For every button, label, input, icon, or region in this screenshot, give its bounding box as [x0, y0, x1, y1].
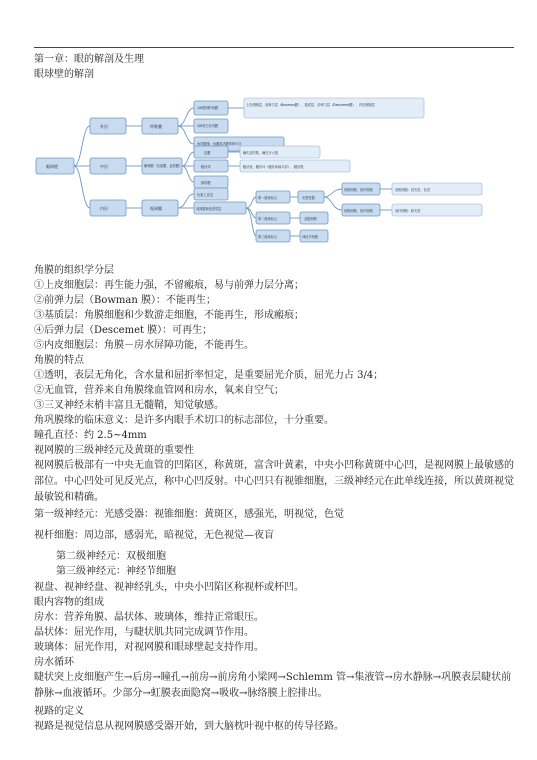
node-ganglion-label: 神经节细胞 — [302, 235, 318, 239]
node-rod-desc-label: 视杆细胞：暗光觉 — [395, 209, 421, 213]
node-ciliary-desc-label: 睫状冠、睫状环（睫状体扁平部）、睫状肌 — [243, 165, 304, 169]
node-outer-layer — [90, 118, 126, 134]
node-iris-desc-label: 瞳孔括约肌、瞳孔开大肌 — [243, 151, 279, 155]
node-cone-desc-label: 视锥细胞：昼光觉、色觉 — [395, 188, 431, 192]
node-retina-label: 视网膜 — [150, 206, 162, 211]
text-line: 第二级神经元：双极细胞 — [56, 551, 166, 562]
node-second-neuron-label: 第二级神经元 — [258, 217, 278, 221]
node-choroid-label: 脉络膜 — [201, 181, 211, 185]
node-fibrous-tunic-label: 纤维膜 — [150, 124, 162, 129]
text-line: 视盘、视神经盘、视神经乳头，中央小凹陷区称视杯或杯凹。 — [34, 582, 304, 593]
text-line: 房水：营养角膜、晶状体、玻璃体，维持正常眼压。 — [34, 612, 264, 623]
node-cornea-label: 1/6透明的角膜 — [197, 106, 219, 110]
text-line: 角膜的组织学分层 — [34, 265, 114, 276]
node-uvea-label: 葡萄膜（色素膜、血管膜） — [144, 164, 183, 168]
aqueous-paragraph: 睫状突上皮细胞产生→后房→瞳孔→前房→前房角小梁网→Schlemm 管→集液管→房水静脉→巩膜表层睫状前静脉→血液循环。少部分→虹膜表面隐窝→吸收→脉络膜上腔排出。 — [34, 672, 512, 699]
chapter-title: 第一章：眼的解剖及生理 — [34, 54, 144, 65]
text-line: ②前弹力层（Bowman 膜）：不能再生； — [34, 295, 216, 306]
node-neurosensory-label: 视网膜神经感觉层 — [196, 207, 222, 211]
text-line: 第一级神经元：光感受器：视锥细胞：黄斑区，感强光，明视觉，色觉 — [34, 509, 344, 520]
text-line: 晶状体：屈光作用，与睫状肌共同完成调节作用。 — [34, 627, 254, 638]
node-cornea-layers-label: 上皮细胞层、前弹力层（Bowman膜）、基质层、后弹力层（Descemet膜）、内皮细胞层 — [246, 103, 375, 107]
text-line: 角巩膜缘的临床意义：是许多内眼手术切口的标志部位，十分重要。 — [34, 415, 334, 426]
section-title: 眼球壁的解剖 — [34, 69, 94, 80]
node-inner-layer — [90, 200, 126, 216]
text-line: 视路是视觉信息从视网膜感受器开始，到大脑枕叶视中枢的传导径路。 — [34, 721, 344, 732]
node-photoreceptor-label: 光感受器 — [302, 196, 315, 200]
node-choroid — [194, 176, 228, 188]
header-rule — [34, 47, 514, 48]
node-bipolar-label: 双极细胞 — [304, 217, 317, 221]
text-line: 瞳孔直径：约 2.5~4mm — [34, 430, 147, 441]
macula-paragraph: 视网膜后极部有一中央无血管的凹陷区，称黄斑，富含叶黄素，中央小凹称黄斑中心凹，是视网膜上最敏感的部位。中心凹处可见反光点，称中心凹反射。中心凹只有视锥细胞，三级神经元在此单线连接，所以黄斑视觉最敏锐和精确。 — [34, 460, 514, 503]
node-ciliary-body — [194, 160, 228, 172]
node-iris-label: 虹膜 — [204, 151, 211, 155]
node-eyeball-wall-label: 眼球壁 — [46, 164, 58, 169]
text-line: ⑤内皮细胞层：角膜－房水屏障功能，不能再生。 — [34, 340, 254, 351]
node-first-neuron-label: 第一级神经元 — [258, 196, 278, 200]
node-limbus-label: 角巩膜缘：角膜和巩膜的移行区 — [197, 142, 242, 146]
node-cone-label: 视锥细胞、视杆细胞 — [344, 188, 373, 192]
node-third-neuron-label: 第三级神经元 — [258, 235, 278, 239]
node-cornea-layers — [244, 98, 424, 118]
text-line: 玻璃体：屈光作用，对视网膜和眼球壁起支持作用。 — [34, 642, 264, 653]
text-line: ④后弹力层（Descemet 膜）：可再生； — [34, 325, 213, 336]
node-sclera-label: 5/6瓷白色巩膜 — [197, 124, 219, 128]
node-ciliary-body-label: 睫状体 — [201, 165, 211, 169]
node-outer-layer-label: 外层 — [100, 124, 108, 129]
text-line: 第三级神经元：神经节细胞 — [56, 566, 176, 577]
text-line: 角膜的特点 — [34, 355, 84, 366]
text-line: 视杆细胞：周边部，感弱光，暗视觉，无色视觉—夜盲 — [34, 530, 274, 541]
node-rpe-label: 色素上皮层 — [197, 193, 213, 197]
text-line: 视网膜的三级神经元及黄斑的重要性 — [34, 445, 194, 456]
eyeball-wall-diagram — [34, 86, 504, 246]
node-rod-label: 视锥细胞、视杆细胞 — [344, 209, 373, 213]
text-line: ③基质层：角膜细胞和少数游走细胞，不能再生，形成瘢痕； — [34, 310, 304, 321]
text-line: 房水循环 — [34, 657, 74, 668]
text-line: ①透明，表层无角化，含水量和屈折率恒定，是重要屈光介质，屈光力占 3/4； — [34, 370, 384, 381]
node-middle-layer-label: 中层 — [100, 164, 108, 169]
text-line: 视路的定义 — [34, 706, 84, 717]
text-line: ①上皮细胞层：再生能力强，不留瘢痕，易与前弹力层分离； — [34, 280, 304, 291]
node-inner-layer-label: 内层 — [100, 206, 108, 211]
node-iris — [194, 146, 228, 158]
text-line: ②无血管，营养来自角膜缘血管网和房水，氧来自空气； — [34, 385, 284, 396]
text-line: 眼内容物的组成 — [34, 597, 104, 608]
text-line: ③三叉神经末梢丰富且无髓鞘，知觉敏感。 — [34, 400, 224, 411]
node-middle-layer — [90, 158, 126, 174]
